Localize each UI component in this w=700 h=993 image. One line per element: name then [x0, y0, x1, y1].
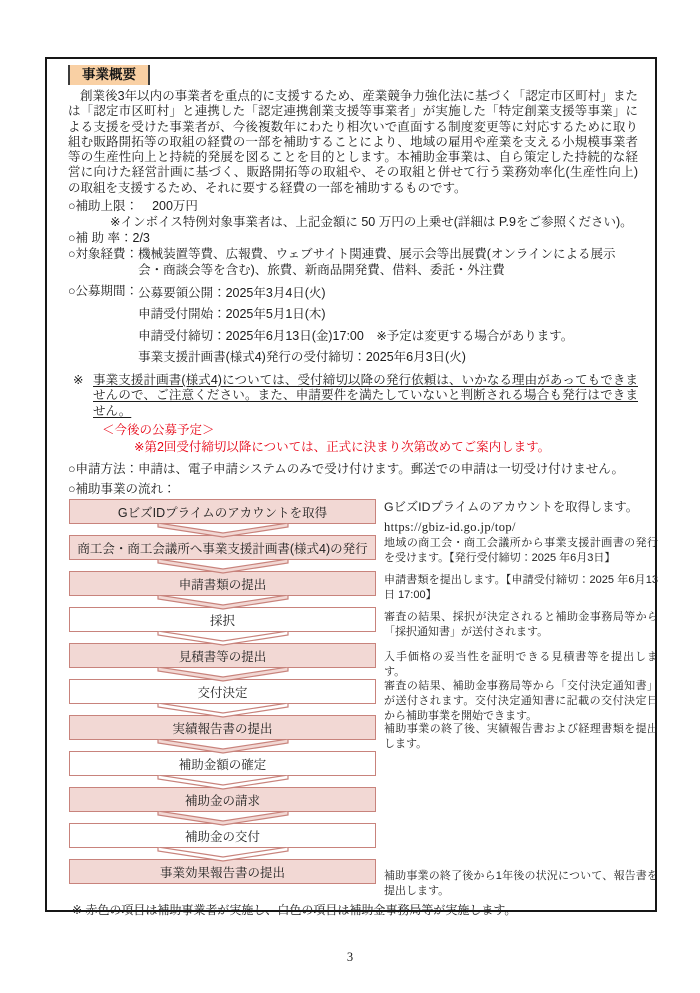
section-title: 事業概要: [68, 65, 150, 85]
expense-line: [68, 246, 638, 278]
flow-step-grant-decision: 交付決定: [69, 679, 376, 704]
flow-arrow-down-icon: [69, 811, 376, 823]
flow-note-gbiz: GビズIDプライムのアカウントを取得します。: [384, 500, 639, 515]
flow-arrow-down-icon: [69, 595, 376, 607]
flow-color-legend: ※ 赤色の項目は補助事業者が実施し、白色の項目は補助金事務局等が実施します。: [72, 903, 517, 918]
future-schedule-heading: ＜今後の公募予定＞: [102, 423, 215, 438]
flow-steps-column: [69, 499, 376, 884]
flow-step-quotation: 見積書等の提出: [69, 643, 376, 668]
period-line: 公募要領公開：2025年3月4日(火): [138, 286, 326, 301]
flow-note-adoption: 審査の結果、採択が決定されると補助金事務局等から「採択通知書」が送付されます。: [384, 611, 658, 639]
flow-heading: ○補助事業の流れ：: [68, 482, 176, 497]
flow-note-effect-report: 補助事業の終了後から1年後の状況について、報告書を提出します。: [384, 870, 658, 898]
period-line: 申請受付締切：2025年6月13日(金)17:00 ※予定は変更する場合があります。: [138, 328, 574, 343]
period-block: [68, 283, 638, 369]
flow-step-amount-determination: 補助金額の確定: [69, 751, 376, 776]
subsidy-limit-line: [68, 198, 638, 214]
flow-arrow-down-icon: [69, 559, 376, 571]
document-frame: [45, 57, 658, 918]
flow-note-grant-decision: 審査の結果、補助金事務局等から「交付決定通知書」が送付されます。交付決定通知書に記載の交付決定日から補助事業を開始できます。: [384, 680, 658, 723]
flow-arrow-down-icon: [69, 739, 376, 751]
flow-step-payment: 補助金の交付: [69, 823, 376, 848]
expense-label: ○対象経費：: [68, 247, 139, 262]
subsidy-rate-line: ○補 助 率：2/3: [68, 231, 150, 246]
subsidy-limit-label: ○補助上限：: [68, 199, 139, 214]
future-schedule-note: ※第2回受付締切以降については、正式に決まり次第改めてご案内します。: [134, 440, 551, 455]
flow-step-submit-application: 申請書類の提出: [69, 571, 376, 596]
note-asterisk: ※: [73, 372, 84, 387]
application-method-line: ○申請方法：申請は、電子申請システムのみで受け付けます。郵送での申請は一切受け付けません。: [68, 462, 625, 477]
flow-step-performance-report: 実績報告書の提出: [69, 715, 376, 740]
flow-step-adoption: 採択: [69, 607, 376, 632]
period-lines: [138, 283, 638, 369]
flow-arrow-down-icon: [69, 703, 376, 715]
flow-note-performance: 補助事業の終了後、実績報告書および経理書類を提出します。: [384, 723, 658, 751]
form4-deadline-note: [68, 373, 638, 420]
gbiz-url-link[interactable]: https://gbiz-id.go.jp/top/: [384, 520, 516, 535]
flow-note-submit: 申請書類を提出します。【申請受付締切：2025 年6月13日 17:00】: [384, 574, 658, 602]
flow-arrow-down-icon: [69, 847, 376, 859]
expense-value: 機械装置等費、広報費、ウェブサイト関連費、展示会等出展費(オンラインによる展示会・商談会等を含む)、旅費、新商品開発費、借料、委託・外注費: [138, 247, 616, 278]
flow-step-payment-request: 補助金の請求: [69, 787, 376, 812]
flow-note-quotation: 入手価格の妥当性を証明できる見積書等を提出します。: [384, 651, 658, 679]
subsidy-limit-value: 200万円: [152, 199, 198, 214]
form4-note-text: 事業支援計画書(様式4)については、受付締切以降の発行依頼は、いかなる理由があってもできませんので、ご注意ください。また、申請要件を満たしていないと判断される場合も発行はできません。: [93, 372, 638, 418]
flow-arrow-down-icon: [69, 667, 376, 679]
flow-chart: [68, 499, 658, 923]
period-line: 申請受付開始：2025年5月1日(木): [138, 307, 326, 322]
flow-step-gbiz-id: GビズIDプライムのアカウントを取得: [69, 499, 376, 524]
flow-step-form4-issue: 商工会・商工会議所へ事業支援計画書(様式4)の発行: [69, 535, 376, 560]
page-number: 3: [346, 950, 354, 964]
period-label: ○公募期間：: [68, 284, 139, 299]
flow-arrow-down-icon: [69, 523, 376, 535]
flow-step-effect-report: 事業効果報告書の提出: [69, 859, 376, 884]
flow-note-form4: 地域の商工会・商工会議所から事業支援計画書の発行を受けます。【発行受付締切：2025 年6月3日】: [384, 537, 658, 565]
flow-arrow-down-icon: [69, 631, 376, 643]
flow-arrow-down-icon: [69, 775, 376, 787]
invoice-note: ※インボイス特例対象事業者は、上記金額に 50 万円の上乗せ(詳細は P.9をご参照ください)。: [110, 215, 633, 230]
period-line: 事業支援計画書(様式4)発行の受付締切：2025年6月3日(火): [138, 350, 466, 365]
intro-paragraph: 創業後3年以内の事業者を重点的に支援するため、産業競争力強化法に基づく「認定市区町村」または「認定市区町村」と連携した「認定連携創業支援等事業者」が実施した「特定創業支援等事業」による支援を受けた事業者が、今後複数年にわたり相次いで直面する制度変更等に対応するために取り組む販路開拓等の取組の経費の一部を補助することにより、地域の雇用や産業を支える小規模事業者等の生産性向上と持続的発展を図ることを目的とします。本補助金事業は、自ら策定した持続的な経営に向けた経営計画に基づく、販路開拓等の取組や、その取組と併せて行う業務効率化(生産性向上)の取組を支援するため、それに要する経費の一部を補助するものです。: [68, 89, 638, 195]
